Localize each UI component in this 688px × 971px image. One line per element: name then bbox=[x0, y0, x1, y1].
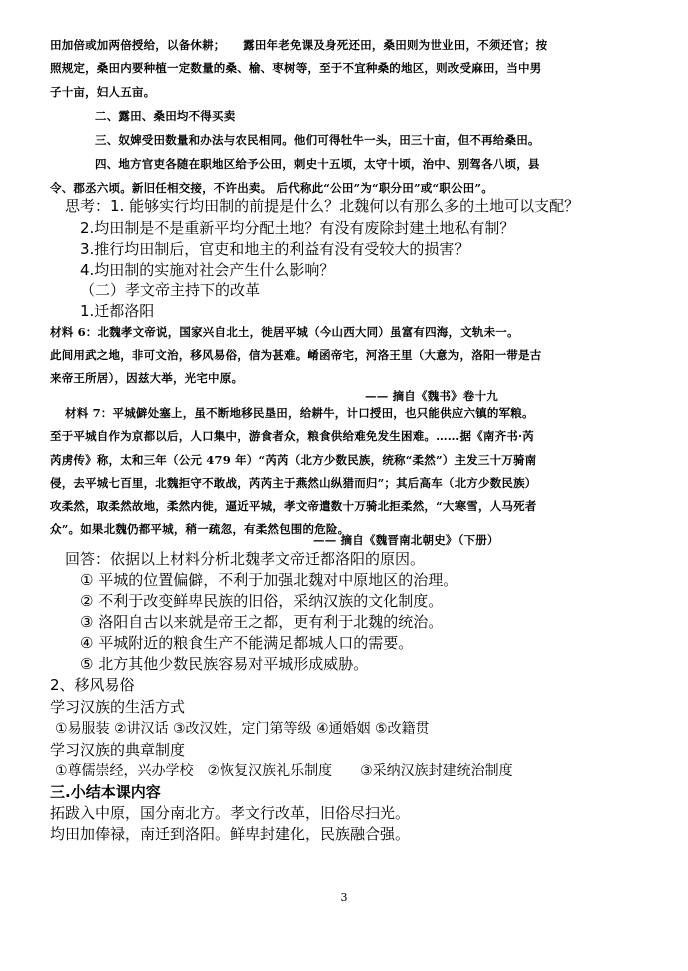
question-line: 3.推行均田制后，官吏和地主的利益有没有受较大的损害？ bbox=[80, 240, 470, 258]
text-line: 学习汉族的典章制度 bbox=[50, 741, 186, 759]
summary-line: 拓跋入中原，国分南北方。孝文行改革，旧俗尽扫光。 bbox=[50, 804, 411, 822]
text-line: 三、奴婢受田数量和办法与农民相同。他们可得牡牛一头，田三十亩，但不再给桑田。 bbox=[95, 133, 540, 147]
answer-item: ⑤ 北方其他少数民族容易对平城形成威胁。 bbox=[80, 655, 369, 673]
material-line: 来帝王所居），因兹大举，光宅中原。 bbox=[50, 371, 244, 385]
answer-item: ② 不利于改变鲜卑民族的旧俗，采纳汉族的文化制度。 bbox=[80, 592, 444, 610]
text-line: 子十亩，妇人五亩。 bbox=[50, 85, 156, 99]
material-line: 攻柔然，取柔然故地，柔然内徙，逼近平城，孝文帝遣数十万骑北拒柔然，“大寒雪，人马死者 bbox=[50, 499, 537, 513]
text-line: ①尊儒崇经，兴办学校 ②恢复汉族礼乐制度 ③采纳汉族封建统治制度 bbox=[55, 763, 513, 779]
subsection-heading: 2、移风易俗 bbox=[50, 676, 135, 694]
citation: —— 摘自《魏晋南北朝史》（下册） bbox=[313, 533, 499, 547]
summary-line: 均田加俸禄，南迁到洛阳。鲜卑封建化，民族融合强。 bbox=[50, 825, 411, 843]
text-line: 田加倍或加两倍授给，以备休耕； 露田年老免课及身死还田，桑田则为世业田，不须还官；按 bbox=[50, 38, 548, 52]
answer-item: ① 平城的位置偏僻，不利于加强北魏对中原地区的治理。 bbox=[80, 571, 459, 589]
text-line: 四、地方官吏各随在职地区给予公田，刺史十五顷，太守十顷，治中、别驾各八顷，县 bbox=[95, 157, 540, 171]
section-heading: 三.小结本课内容 bbox=[50, 783, 161, 801]
text-line: 学习汉族的生活方式 bbox=[50, 698, 186, 716]
text-line: 照规定，桑田内要种植一定数量的桑、榆、枣树等，至于不宜种桑的地区，则改受麻田，当中男 bbox=[50, 61, 542, 75]
material-line: 至于平城自作为京都以后，人口集中，游食者众，粮食供给难免发生困难。……据《南齐书·芮 bbox=[50, 429, 534, 443]
material-line: 侵，去平城七百里，北魏拒守不敢战，芮芮主于燕然山纵猎而归”；其后高车（北方少数民族） bbox=[50, 476, 537, 490]
material-line: 众”。如果北魏仍都平城，稍一疏忽，有柔然包围的危险。 bbox=[50, 522, 350, 536]
text-line: 令、郡丞六顷。新旧任相交接，不许出卖。 后代称此“公田”为“职分田”或“职公田”。 bbox=[50, 181, 493, 195]
answer-prompt: 回答：依据以上材料分析北魏孝文帝迁都洛阳的原因。 bbox=[65, 550, 426, 568]
material-line: 此间用武之地，非可文治，移风易俗，信为甚难。崤函帝宅，河洛王里（大意为，洛阳一带是古 bbox=[50, 348, 542, 362]
subsection-heading: 1.迁都洛阳 bbox=[80, 302, 155, 320]
text-line: ①易服装 ②讲汉话 ③改汉姓，定门第等级 ④通婚姻 ⑤改籍贯 bbox=[55, 721, 430, 737]
answer-item: ④ 平城附近的粮食生产不能满足都城人口的需要。 bbox=[80, 634, 414, 652]
section-heading: （二）孝文帝主持下的改革 bbox=[80, 281, 261, 299]
question-line: 2.均田制是不是重新平均分配土地？有没有废除封建土地私有制？ bbox=[80, 219, 515, 237]
citation: —— 摘自《魏书》卷十九 bbox=[365, 389, 498, 403]
answer-item: ③ 洛阳自古以来就是帝王之都，更有利于北魏的统治。 bbox=[80, 613, 444, 631]
material-line: 材料 6：北魏孝文帝说，国家兴自北土，徙居平城（今山西大同）虽富有四海，文轨未一。 bbox=[50, 325, 519, 339]
question-line: 思考：1. 能够实行均田制的前提是什么？北魏何以有那么多的土地可以支配？ bbox=[65, 197, 580, 215]
text-line: 二、露田、桑田均不得买卖 bbox=[95, 109, 236, 123]
page-number: 3 bbox=[340, 891, 348, 904]
material-line: 材料 7：平城僻处塞上，虽不断地移民垦田，给耕牛，计口授田，也只能供应六镇的军粮。 bbox=[65, 406, 534, 420]
question-line: 4.均田制的实施对社会产生什么影响？ bbox=[80, 261, 335, 279]
material-line: 芮虏传》称，太和三年（公元 479 年）“芮芮（北方少数民族，统称“柔然”）主发三十万骑南 bbox=[50, 453, 537, 467]
